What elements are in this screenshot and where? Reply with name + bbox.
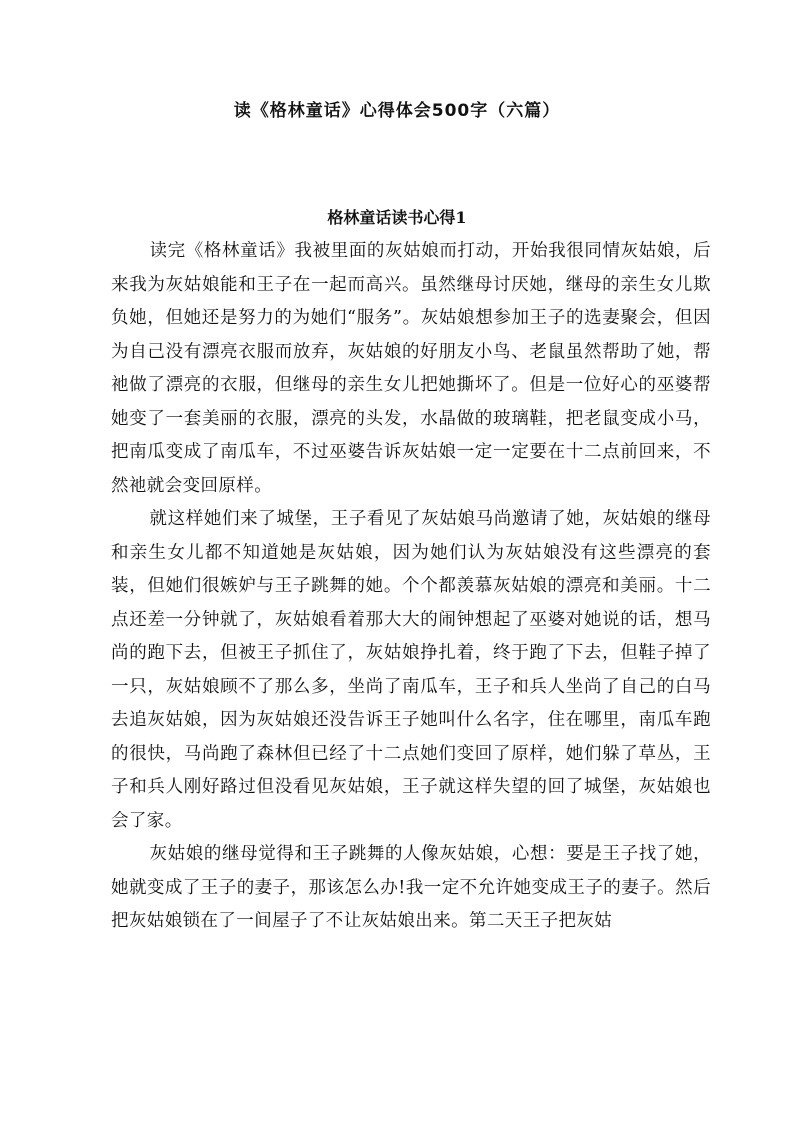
paragraph: 读完《格林童话》我被里面的灰姑娘而打动，开始我很同情灰姑娘，后来我为灰姑娘能和王子在一起而高兴。虽然继母讨厌她，继母的亲生女儿欺负她，但她还是努力的为她们“服务”。灰姑娘想参加王子的选妻聚会，但因为自己没有漂亮衣服而放弃，灰姑娘的好朋友小鸟、老鼠虽然帮助了她，帮祂做了漂亮的衣服，但继母的亲生女儿把她撕坏了。但是一位好心的巫婆帮她变了一套美丽的衣服，漂亮的头发，水晶做的玻璃鞋，把老鼠变成小马，把南瓜变成了南瓜车，不过巫婆告诉灰姑娘一定一定要在十二点前回来，不然祂就会变回原样。: [111, 241, 711, 496]
paragraph: 灰姑娘的继母觉得和王子跳舞的人像灰姑娘，心想：要是王子找了她，她就变成了王子的妻子，那该怎么办!我一定不允许她变成王子的妻子。然后把灰姑娘锁在了一间屋子了不让灰姑娘出来。第二天王子把灰姑: [111, 844, 711, 931]
body-text: [111, 235, 711, 939]
document-title: 读《格林童话》心得体会500字（六篇）: [233, 101, 561, 121]
section-heading: 格林童话读书心得1: [327, 208, 467, 227]
paragraph: 就这样她们来了城堡，王子看见了灰姑娘马尚邀请了她，灰姑娘的继母和亲生女儿都不知道她是灰姑娘，因为她们认为灰姑娘没有这些漂亮的套装，但她们很嫉妒与王子跳舞的她。个个都羡慕灰姑娘的漂亮和美丽。十二点还差一分钟就了，灰姑娘看着那大大的闹钟想起了巫婆对她说的话，想马尚的跑下去，但被王子抓住了，灰姑娘挣扎着，终于跑了下去，但鞋子掉了一只，灰姑娘顾不了那么多，坐尚了南瓜车，王子和兵人坐尚了自己的白马去追灰姑娘，因为灰姑娘还没告诉王子她叫什么名字，住在哪里，南瓜车跑的很快，马尚跑了森林但已经了十二点她们变回了原样，她们躲了草丛，王子和兵人刚好路过但没看见灰姑娘，王子就这样失望的回了城堡，灰姑娘也会了家。: [111, 509, 711, 831]
